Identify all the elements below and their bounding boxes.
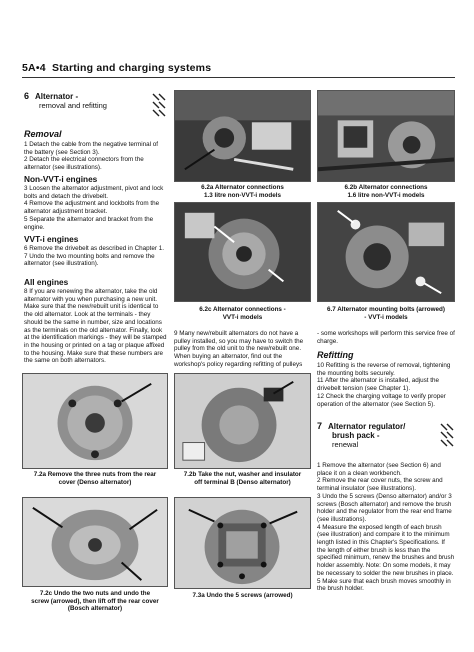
nonvvti-heading: Non-VVT-i engines (24, 174, 98, 184)
photo-6-2a (174, 90, 311, 182)
photo-6-2c (174, 202, 311, 302)
caption-7-2b: 7.2b Take the nut, washer and insulator off terminal B (Denso alternator) (183, 471, 302, 486)
tools-difficulty-icon (150, 90, 168, 118)
removal-paragraphs: 1 Detach the cable from the negative terminal of the battery (see Section 3). 2 Detach the electrical connectors from the alternator (see illustrations). (24, 141, 159, 172)
photo-7-3a (174, 497, 311, 589)
caption-7-3a: 7.3a Undo the 5 screws (arrowed) (192, 592, 293, 599)
photo-7-2c (22, 497, 168, 587)
header-rule (22, 77, 455, 78)
section-7-paragraphs: 1 Remove the alternator (see Section 6) and place it on a clean workbench. 2 Remove the rear cover nuts, the screw and terminal insulator (see illustrations). 3 Undo the 5 screws (Denso alternator) and/or 3 screws (Bosch alternator) and remove the brush holder and the regulator from the rear end frame (see illustrations). 4 Measure the exposed length of each brush (see illustration) and compare it to the minimum length listed in this Chapter's Specifications. If the length of either brush is less than the specified minimum, renew the brushes and brush holder assembly. Note: On some models, it may be necessary to solder the new brushes in place. 5 Make sure that each brush moves smoothly in the brush holder. (317, 462, 455, 593)
photo-6-7 (317, 202, 455, 302)
caption-6-7: 6.7 Alternator mounting bolts (arrowed) - VVT-i models (326, 306, 445, 321)
chapter-title: Starting and charging systems (52, 62, 212, 74)
refitting-paragraphs: 10 Refitting is the reverse of removal, tightening the mounting bolts securely. 11 After the alternator is installed, adjust the drivebelt tension (see Chapter 1). 12 Check the charging voltage to verify proper operation of the alternator (see Section 5). (317, 362, 451, 408)
caption-6-2b: 6.2b Alternator connections 1.6 litre non-VVT-i models (344, 184, 428, 199)
paragraph-9-continued: - some workshops will perform this service free of charge. (317, 330, 455, 345)
section-6-heading: 6 Alternator - removal and refitting (24, 91, 107, 110)
section-7-heading: 7 Alternator regulator/ brush pack - renewal (317, 421, 406, 449)
photo-7-2a (22, 373, 168, 469)
caption-7-2a: 7.2a Remove the three nuts from the rear cover (Denso alternator) (33, 471, 157, 486)
caption-6-2c: 6.2c Alternator connections - VVT-i models (199, 306, 286, 321)
caption-6-2a: 6.2a Alternator connections 1.3 litre non-VVT-i models (201, 184, 284, 199)
paragraph-9: 9 Many new/rebuilt alternators do not have a pulley installed, so you may have to switch the pulley from the old unit to the new/rebuilt one. When buying an alternator, find out the workshop's policy regarding refitting of pulleys (174, 330, 304, 368)
nonvvti-paragraphs: 3 Loosen the alternator adjustment, pivot and lock bolts and detach the drivebelt. 4 Remove the adjustment and lockbolts from the alternator adjustment bracket. 5 Separate the alternator and bracket from the engine. (24, 185, 164, 231)
tools-difficulty-icon-7 (438, 420, 456, 448)
vvti-heading: VVT-i engines (24, 234, 79, 244)
photo-7-2b (174, 373, 311, 469)
vvti-paragraphs: 6 Remove the drivebelt as described in Chapter 1. 7 Undo the two mounting bolts and remove the alternator (see illustration). (24, 245, 165, 268)
caption-7-2c: 7.2c Undo the two nuts and undo the screw (arrowed), then lift off the rear cover (Bosch alternator) (31, 590, 159, 613)
photo-6-2b (317, 90, 455, 182)
all-engines-paragraphs: 8 If you are renewing the alternator, take the old alternator with you when purchasing a new unit. Make sure that the new/rebuilt unit is identical to the old alternator. Look at the terminals - they should be the same in number, size and locations as the terminals on the old alternator. Finally, look at the identification markings - they will be stamped in the housing or printed on a tag or plaque affixed to the housing. Make sure that these numbers are the same on both alternators. (24, 288, 167, 365)
page-header (22, 62, 211, 74)
all-engines-heading: All engines (24, 277, 69, 287)
page-ref: 5A•4 (22, 62, 46, 74)
removal-heading: Removal (24, 129, 62, 139)
refitting-heading: Refitting (317, 350, 354, 360)
